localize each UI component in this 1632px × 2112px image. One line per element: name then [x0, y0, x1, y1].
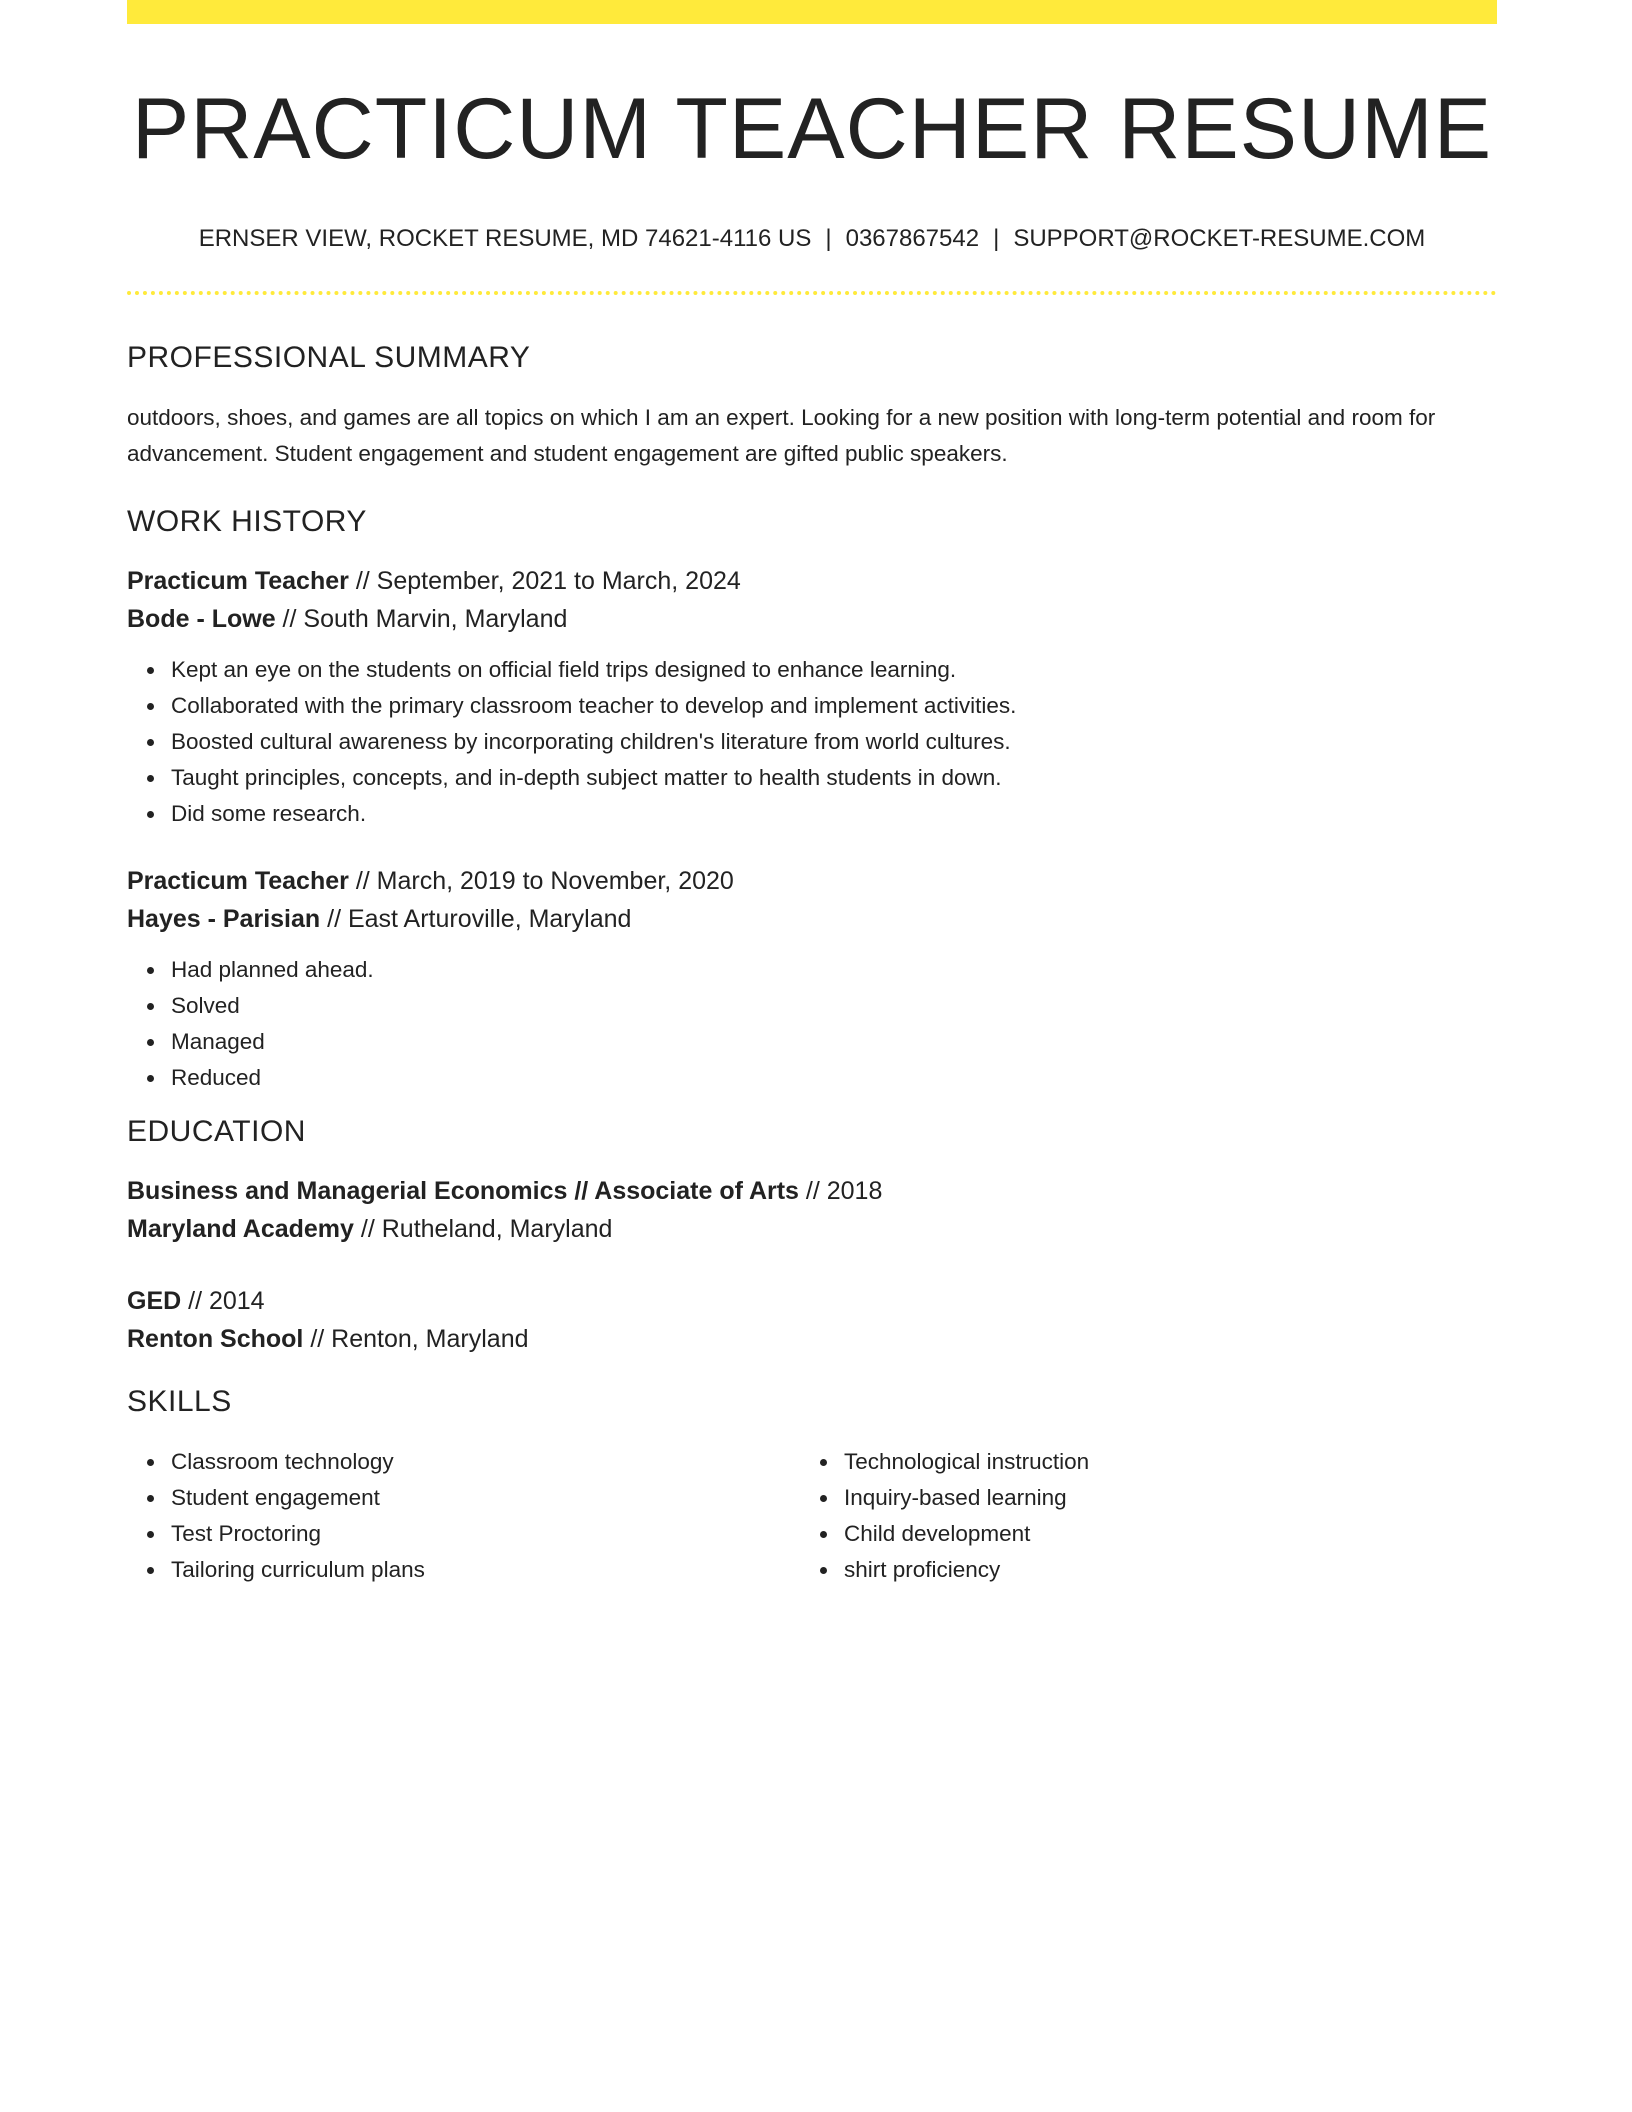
education-degree-line	[127, 1282, 1497, 1320]
summary-text: outdoors, shoes, and games are all topics on which I am an expert. Looking for a new position with long-term potential and room for advancement. Student engagement and student engagement are gifted public speakers.	[127, 405, 1436, 467]
job-title-line	[127, 562, 1497, 600]
resume-page	[127, 0, 1497, 1588]
education-school: Renton School	[127, 1325, 304, 1354]
job-company-line	[127, 600, 1497, 638]
education-entry	[127, 1282, 1497, 1358]
education-entry	[127, 1172, 1497, 1248]
contact-separator: |	[825, 224, 832, 252]
list-item: Did some research.	[171, 796, 1497, 832]
education-degree-line	[127, 1172, 1497, 1210]
contact-email: SUPPORT@ROCKET-RESUME.COM	[1013, 224, 1426, 252]
education-school-line	[127, 1210, 1497, 1248]
job-dates: // September, 2021 to March, 2024	[348, 567, 741, 596]
skill-item: Technological instruction	[844, 1444, 1473, 1480]
education-degree: GED	[127, 1287, 182, 1316]
list-item: Had planned ahead.	[171, 952, 1497, 988]
skill-item: Tailoring curriculum plans	[171, 1552, 800, 1588]
accent-top-bar	[127, 0, 1497, 24]
list-item: Collaborated with the primary classroom teacher to develop and implement activities.	[171, 688, 1497, 724]
job-bullets	[127, 652, 1497, 832]
education-year: // 2018	[798, 1177, 883, 1206]
contact-phone: 0367867542	[845, 224, 980, 252]
list-item: Solved	[171, 988, 1497, 1024]
skills-column-right	[800, 1444, 1473, 1588]
skill-item: Student engagement	[171, 1480, 800, 1516]
job-role: Practicum Teacher	[127, 867, 349, 896]
skills-list	[127, 1444, 800, 1588]
education-school: Maryland Academy	[127, 1215, 354, 1244]
skill-item: Classroom technology	[171, 1444, 800, 1480]
dotted-divider	[127, 291, 1497, 295]
list-item: Managed	[171, 1024, 1497, 1060]
list-item: Boosted cultural awareness by incorporating children's literature from world cultures.	[171, 724, 1497, 760]
education-school-line	[127, 1320, 1497, 1358]
education-year: // 2014	[181, 1287, 265, 1316]
skill-item: Inquiry-based learning	[844, 1480, 1473, 1516]
job-company: Bode - Lowe	[127, 605, 276, 634]
skill-item: Child development	[844, 1516, 1473, 1552]
job-location: // East Arturoville, Maryland	[320, 905, 632, 934]
section-title-skills: SKILLS	[127, 1385, 232, 1419]
skills-columns	[127, 1444, 1497, 1588]
skill-item: shirt proficiency	[844, 1552, 1473, 1588]
education-location: // Renton, Maryland	[303, 1325, 529, 1354]
section-title-summary: PROFESSIONAL SUMMARY	[127, 341, 531, 375]
education-location: // Rutheland, Maryland	[353, 1215, 613, 1244]
job-role: Practicum Teacher	[127, 567, 349, 596]
job-bullets	[127, 952, 1497, 1096]
job-company-line	[127, 900, 1497, 938]
list-item: Taught principles, concepts, and in-depth subject matter to health students in down.	[171, 760, 1497, 796]
job-dates: // March, 2019 to November, 2020	[348, 867, 734, 896]
job-company: Hayes - Parisian	[127, 905, 321, 934]
contact-separator: |	[993, 224, 1000, 252]
contact-line	[127, 225, 1497, 254]
list-item: Kept an eye on the students on official field trips designed to enhance learning.	[171, 652, 1497, 688]
skills-column-left	[127, 1444, 800, 1588]
list-item: Reduced	[171, 1060, 1497, 1096]
skill-item: Test Proctoring	[171, 1516, 800, 1552]
job-title-line	[127, 862, 1497, 900]
job-entry	[127, 562, 1497, 832]
resume-title: PRACTICUM TEACHER RESUME	[131, 81, 1493, 177]
section-title-education: EDUCATION	[127, 1115, 306, 1149]
job-location: // South Marvin, Maryland	[275, 605, 568, 634]
contact-address: ERNSER VIEW, ROCKET RESUME, MD 74621-4116 US	[198, 224, 812, 252]
education-degree: Business and Managerial Economics // Associate of Arts	[127, 1177, 799, 1206]
section-title-work-history: WORK HISTORY	[127, 505, 367, 539]
skills-list	[800, 1444, 1473, 1588]
job-entry	[127, 862, 1497, 1096]
